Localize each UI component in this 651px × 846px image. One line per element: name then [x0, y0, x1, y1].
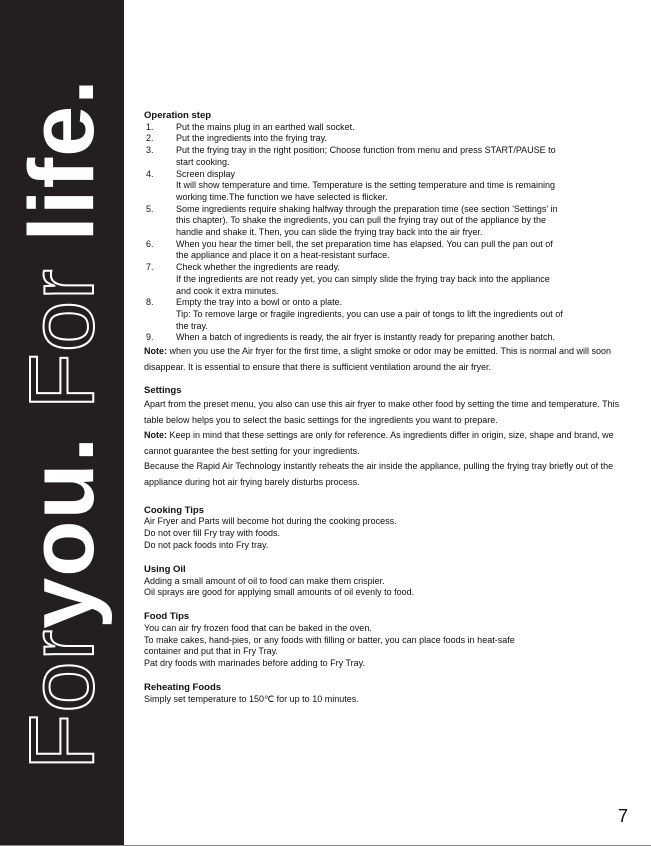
note-text: Keep in mind that these settings are only for reference. As ingredients differ in origin, size, shape and brand, we cannot guarantee the best setting for your ingredients. — [144, 430, 614, 456]
step-number: 4. — [146, 168, 154, 179]
step-line: Some ingredients require shaking halfway through the preparation time (see section 'Settings' in — [176, 203, 558, 214]
cooking-tips-heading: Cooking Tips — [144, 504, 204, 516]
step-4 — [144, 169, 624, 204]
slogan-for-2: For — [11, 268, 113, 410]
settings-heading: Settings — [144, 385, 182, 397]
food-tip-line: container and put that in Fry Tray. — [144, 646, 278, 657]
step-8 — [144, 297, 624, 332]
step-line: Screen display — [176, 168, 236, 179]
operation-note — [144, 344, 624, 375]
using-oil-line: Oil sprays are good for applying small amounts of oil evenly to food. — [144, 587, 415, 598]
slogan-dot-2: . — [11, 78, 113, 105]
food-tips-heading: Food Tips — [144, 611, 190, 623]
using-oil-section — [144, 564, 624, 599]
reheating-line: Simply set temperature to 150℃ for up to 10 minutes. — [144, 693, 359, 704]
step-2 — [144, 133, 624, 145]
step-line: Tip: To remove large or fragile ingredients, you can use a pair of tongs to lift the ingredients out of — [176, 308, 563, 319]
slogan-you: you — [11, 462, 113, 629]
using-oil-line: Adding a small amount of oil to food can make them crispier. — [144, 575, 385, 586]
step-line: the tray. — [176, 320, 208, 331]
step-number: 5. — [146, 203, 154, 214]
cooking-tip-line: Air Fryer and Parts will become hot during the cooking process. — [144, 516, 397, 527]
step-line: the appliance and place it on a heat-resistant surface. — [176, 250, 390, 261]
step-7 — [144, 262, 624, 297]
operation-heading: Operation step — [144, 110, 212, 121]
food-tips-section — [144, 611, 624, 670]
step-line: Put the ingredients into the frying tray. — [176, 133, 327, 144]
settings-note — [144, 428, 624, 459]
step-line: Put the frying tray in the right position; Choose function from menu and press START/PAUSE to — [176, 145, 556, 156]
note-label: Note: — [144, 346, 167, 357]
cooking-tip-line: Do not over fill Fry tray with foods. — [144, 528, 281, 539]
step-line: It will show temperature and time. Temperature is the setting temperature and time is remaining — [176, 180, 556, 191]
step-line: Check whether the ingredients are ready. — [176, 262, 340, 273]
step-number: 7. — [146, 262, 154, 273]
settings-paragraph: Apart from the preset menu, you also can use this air fryer to make other food by setting the time and temperature. This table below helps you to select the basic settings for the ingredients you want to prepare. — [144, 398, 620, 425]
settings-paragraph-2: Because the Rapid Air Technology instantly reheats the air inside the appliance, pulling the frying tray briefly out of the appliance during hot air frying barely disturbs process. — [144, 461, 614, 487]
step-1 — [144, 122, 624, 134]
step-line: Put the mains plug in an earthed wall socket. — [176, 121, 355, 132]
step-line: this chapter). To shake the ingredients, you can pull the frying tray out of the appliance by the — [176, 215, 547, 226]
step-number: 8. — [146, 297, 154, 308]
step-9 — [144, 332, 624, 344]
step-number: 9. — [146, 332, 154, 343]
operation-steps — [144, 122, 624, 344]
reheating-section — [144, 682, 624, 706]
cooking-tips-section — [144, 505, 624, 552]
step-number: 1. — [146, 121, 154, 132]
slogan — [11, 78, 113, 770]
note-label: Note: — [144, 430, 167, 441]
step-line: working time.The function we have selected is flicker. — [176, 191, 388, 202]
step-line: When a batch of ingredients is ready, the air fryer is instantly ready for preparing another batch. — [176, 332, 556, 343]
step-line: Empty the tray into a bowl or onto a plate. — [176, 297, 343, 308]
step-line: start cooking. — [176, 156, 230, 167]
slogan-life: life — [11, 104, 113, 242]
step-number: 6. — [146, 238, 154, 249]
step-line: and cook it extra minutes. — [176, 285, 279, 296]
manual-content — [144, 110, 624, 706]
note-text: when you use the Air fryer for the first time, a slight smoke or odor may be emitted. This is normal and will soon disappear. It is essential to ensure that there is sufficient ventilation around the air fryer. — [144, 346, 612, 372]
page-number: 7 — [618, 806, 629, 826]
slogan-dot-1: . — [11, 435, 113, 463]
step-number: 2. — [146, 133, 154, 144]
slogan-for-1: For — [11, 628, 113, 770]
cooking-tip-line: Do not pack foods into Fry tray. — [144, 539, 269, 550]
step-6 — [144, 239, 624, 262]
step-number: 3. — [146, 145, 154, 156]
food-tip-line: Pat dry foods with marinades before adding to Fry Tray. — [144, 658, 365, 669]
settings-section — [144, 385, 624, 490]
food-tip-line: You can air fry frozen food that can be baked in the oven. — [144, 622, 372, 633]
step-3 — [144, 145, 624, 168]
step-line: handle and shake it. Then, you can slide the frying tray back into the air fryer. — [176, 227, 483, 238]
food-tip-line: To make cakes, hand-pies, or any foods with filling or batter, you can place foods in heat-safe — [144, 634, 515, 645]
step-line: If the ingredients are not ready yet, you can simply slide the frying tray back into the appliance — [176, 273, 550, 284]
using-oil-heading: Using Oil — [144, 563, 186, 575]
reheating-heading: Reheating Foods — [144, 682, 222, 694]
step-5 — [144, 204, 624, 239]
sidebar-banner — [0, 0, 124, 846]
step-line: When you hear the timer bell, the set preparation time has elapsed. You can pull the pan out of — [176, 238, 553, 249]
